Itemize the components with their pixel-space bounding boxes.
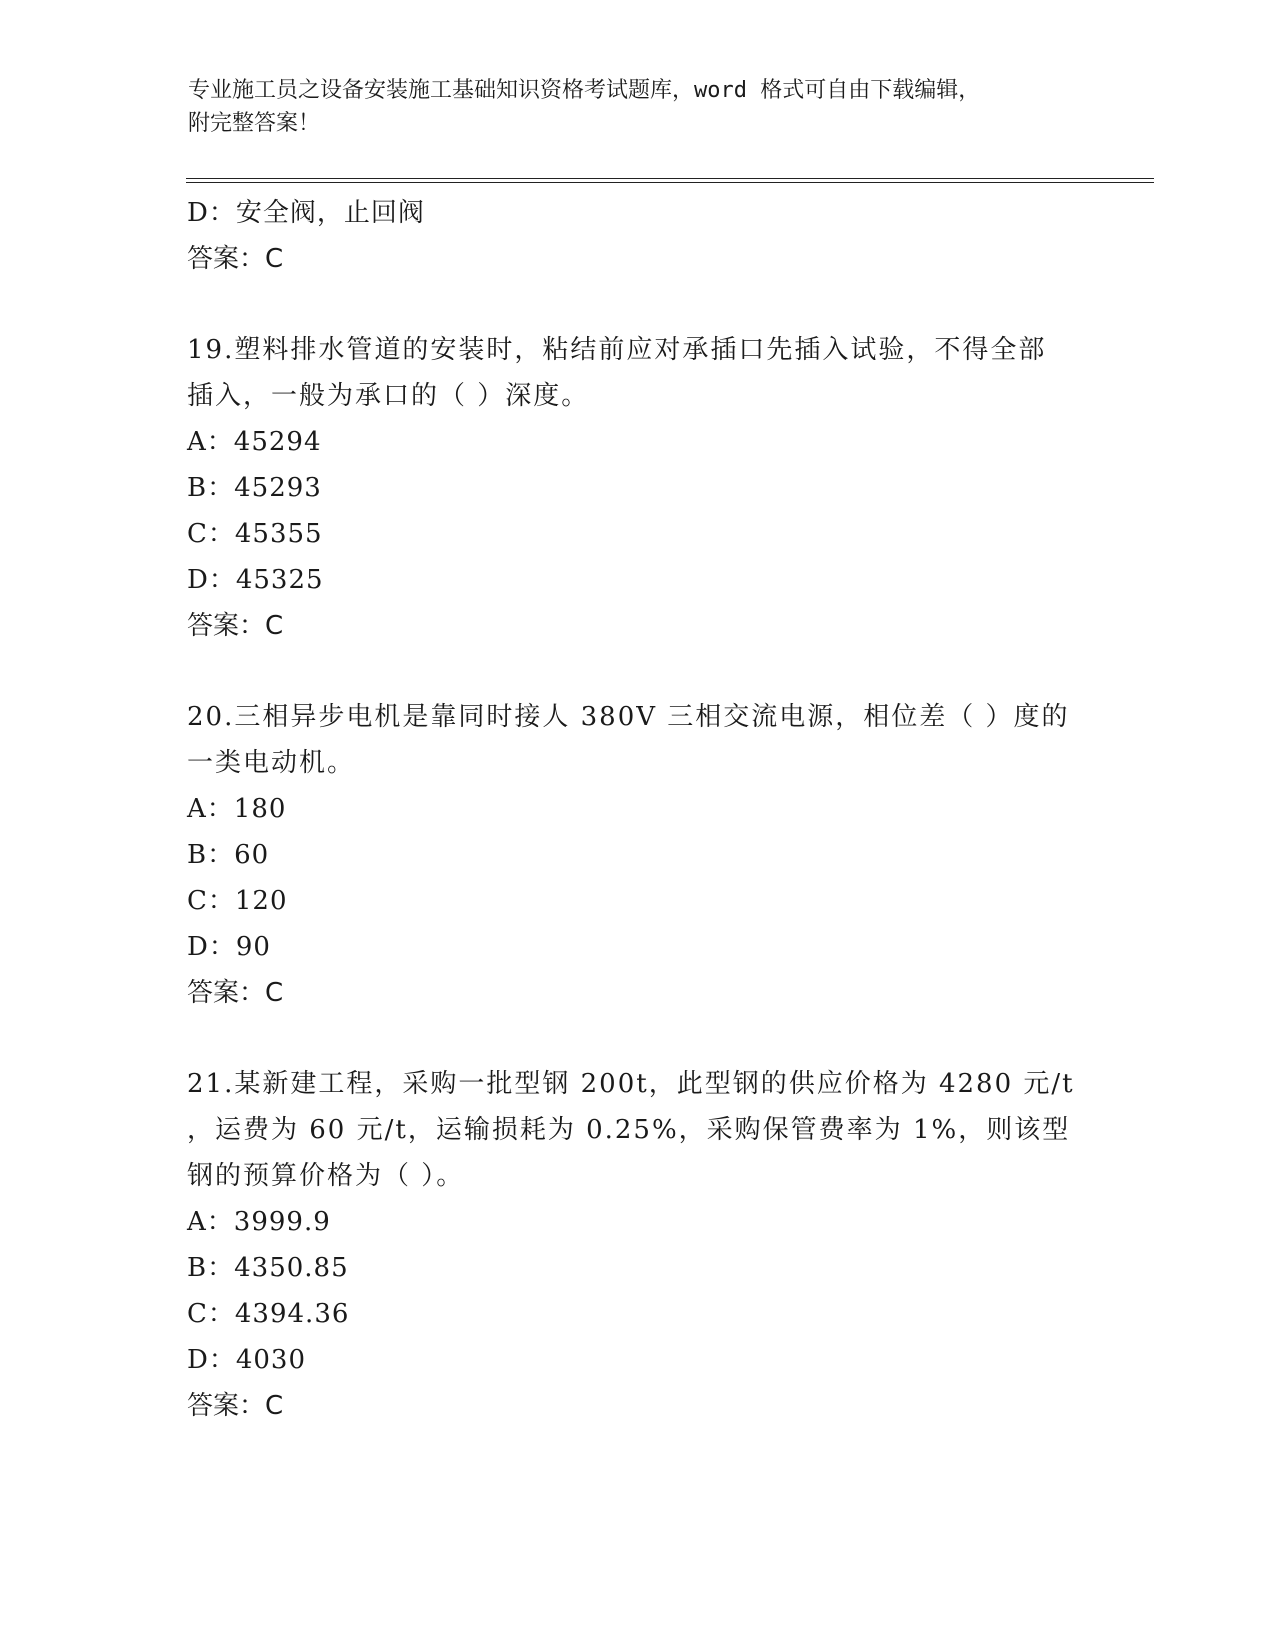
option-a: A：3999.9 [187,1207,331,1237]
question-block [187,1061,1075,1429]
spacer [187,282,1067,327]
answer: 答案：C [187,978,284,1008]
header-line-1: 专业施工员之设备安装施工基础知识资格考试题库，word 格式可自由下载编辑， [188,78,981,103]
option-b: B：4350.85 [187,1253,349,1283]
question-block [187,327,1067,649]
carryover-answer: 答案：C [187,244,284,274]
question-text [187,327,1067,419]
option-c: C：45355 [187,519,323,549]
question-text [187,1061,1075,1199]
spacer [187,649,1067,694]
option-a: A：180 [187,794,287,824]
document-body [187,190,1075,1429]
answer: 答案：C [187,1391,284,1421]
header-divider-bottom [186,182,1154,183]
option-b: B：45293 [187,473,322,503]
question-line: 一类电动机。 [187,748,356,778]
question-line: 插入，一般为承口的（ ）深度。 [187,381,590,411]
option-a: A：45294 [187,427,322,457]
header-divider-top [186,178,1154,179]
option-d: D：90 [187,932,271,962]
question-line: ，运费为 60 元/t，运输损耗为 0.25%，采购保管费率为 1%，则该型 [187,1115,1071,1145]
answer: 答案：C [187,611,284,641]
question-line: 钢的预算价格为（ ）。 [187,1161,465,1191]
carryover-option-d: D：安全阀，止回阀 [187,198,425,228]
option-d: D：45325 [187,565,324,595]
header-line-2: 附完整答案！ [188,111,321,136]
spacer [187,1016,1067,1061]
question-line: 19.塑料排水管道的安装时，粘结前应对承插口先插入试验，不得全部 [187,335,1047,365]
question-text [187,694,1070,786]
question-line: 21.某新建工程，采购一批型钢 200t，此型钢的供应价格为 4280 元/t [187,1069,1075,1099]
option-c: C：4394.36 [187,1299,350,1329]
option-c: C：120 [187,886,288,916]
question-block [187,694,1070,1016]
document-header [188,74,1068,140]
question-line: 20.三相异步电机是靠同时接人 380V 三相交流电源，相位差（ ）度的 [187,702,1070,732]
option-b: B：60 [187,840,270,870]
option-d: D：4030 [187,1345,307,1375]
